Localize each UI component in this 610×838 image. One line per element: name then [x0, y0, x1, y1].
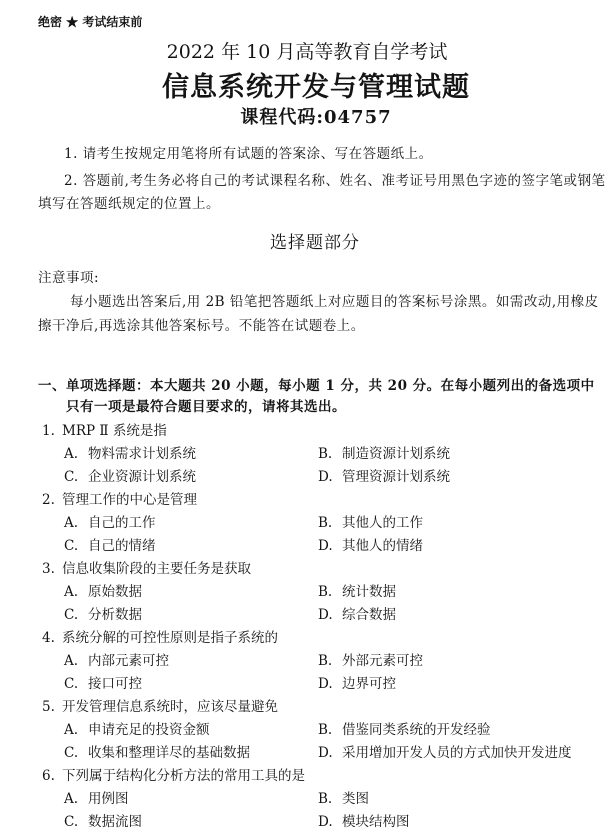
subject-title: 信息系统开发与管理试题 [162, 72, 470, 103]
option-d [318, 742, 572, 765]
options-row [0, 581, 610, 604]
option-label: D. [318, 676, 333, 692]
question-1 [0, 420, 610, 489]
option-text: 综合数据 [342, 607, 396, 623]
option-c [64, 673, 142, 696]
options-row [0, 788, 610, 811]
confidential-label: 绝密 ★ 考试结束前 [38, 15, 143, 29]
option-text: 数据流图 [88, 814, 142, 830]
option-b [318, 650, 423, 673]
option-text: 申请充足的投资金额 [88, 722, 210, 738]
option-c [64, 811, 142, 834]
option-text: 分析数据 [88, 607, 142, 623]
option-text: 制造资源计划系统 [342, 446, 450, 462]
options-row [0, 535, 610, 558]
option-a [64, 581, 142, 604]
option-a [64, 719, 210, 742]
question-number: 2. [42, 492, 55, 508]
option-text: 用例图 [88, 791, 129, 807]
option-text: 原始数据 [88, 584, 142, 600]
option-text: 采用增加开发人员的方式加快开发进度 [342, 745, 572, 761]
question-stem-row [0, 627, 610, 650]
options-row [0, 742, 610, 765]
question-stem: 系统分解的可控性原则是指子系统的 [62, 630, 278, 646]
option-label: C. [64, 538, 79, 554]
option-label: C. [64, 745, 79, 761]
question-stem-row [0, 765, 610, 788]
options-row [0, 466, 610, 489]
option-text: 借鉴同类系统的开发经验 [342, 722, 491, 738]
option-label: A. [64, 791, 79, 807]
options-row [0, 811, 610, 834]
question-4 [0, 627, 610, 696]
option-text: 模块结构图 [342, 814, 410, 830]
option-text: 企业资源计划系统 [88, 469, 196, 485]
option-d [318, 673, 396, 696]
option-b [318, 581, 396, 604]
option-a [64, 443, 196, 466]
option-label: A. [64, 722, 79, 738]
option-text: 自己的工作 [88, 515, 156, 531]
option-label: C. [64, 607, 79, 623]
option-text: 自己的情绪 [88, 538, 156, 554]
options-row [0, 719, 610, 742]
question-stem-row [0, 558, 610, 581]
question-number: 1. [42, 423, 55, 439]
question-stem-row [0, 420, 610, 443]
question-number: 5. [42, 699, 55, 715]
question-number: 6. [42, 768, 55, 784]
options-row [0, 604, 610, 627]
option-label: C. [64, 469, 79, 485]
option-b [318, 512, 423, 535]
notes-line-1: 每小题选出答案后,用 2B 铅笔把答题纸上对应题目的答案标号涂黑。如需改动,用橡皮 [70, 294, 599, 310]
option-a [64, 512, 156, 535]
option-d [318, 604, 396, 627]
notes-line-2: 擦干净后,再选涂其他答案标号。不能答在试题卷上。 [38, 318, 365, 334]
section-title: 选择题部分 [270, 233, 360, 253]
options-row [0, 650, 610, 673]
option-text: 内部元素可控 [88, 653, 169, 669]
question-stem-row [0, 489, 610, 512]
instruction-2-line-2: 填写在答题纸规定的位置上。 [38, 196, 220, 212]
option-label: B. [318, 584, 333, 600]
option-label: D. [318, 538, 333, 554]
option-label: A. [64, 653, 79, 669]
option-text: 类图 [342, 791, 369, 807]
option-text: 接口可控 [88, 676, 142, 692]
question-stem-row [0, 696, 610, 719]
option-text: 边界可控 [342, 676, 396, 692]
part-one-heading-line-1: 一、单项选择题：本大题共 20 小题，每小题 1 分，共 20 分。在每小题列出的备选项中 [38, 378, 595, 394]
question-6 [0, 765, 610, 834]
option-label: A. [64, 446, 79, 462]
options-row [0, 673, 610, 696]
option-a [64, 788, 129, 811]
option-label: B. [318, 722, 333, 738]
question-stem: 信息收集阶段的主要任务是获取 [62, 561, 251, 577]
instruction-2-line-1: 2. 答题前,考生务必将自己的考试课程名称、姓名、准考证号用黑色字迹的签字笔或钢笔 [64, 173, 606, 189]
option-c [64, 742, 250, 765]
option-d [318, 466, 450, 489]
option-label: A. [64, 584, 79, 600]
option-label: D. [318, 469, 333, 485]
options-row [0, 443, 610, 466]
option-c [64, 535, 156, 558]
option-label: C. [64, 814, 79, 830]
option-label: B. [318, 515, 333, 531]
option-text: 其他人的工作 [342, 515, 423, 531]
question-number: 4. [42, 630, 55, 646]
option-text: 管理资源计划系统 [342, 469, 450, 485]
option-b [318, 443, 450, 466]
part-one-heading-line-2: 只有一项是最符合题目要求的，请将其选出。 [66, 399, 346, 415]
option-c [64, 604, 142, 627]
option-label: A. [64, 515, 79, 531]
option-label: B. [318, 446, 333, 462]
option-a [64, 650, 169, 673]
option-d [318, 811, 410, 834]
options-row [0, 512, 610, 535]
question-stem: 下列属于结构化分析方法的常用工具的是 [62, 768, 305, 784]
option-d [318, 535, 423, 558]
question-3 [0, 558, 610, 627]
question-2 [0, 489, 610, 558]
option-label: B. [318, 791, 333, 807]
question-stem: 开发管理信息系统时，应该尽量避免 [62, 699, 278, 715]
option-text: 统计数据 [342, 584, 396, 600]
notes-heading: 注意事项: [38, 270, 100, 286]
option-text: 外部元素可控 [342, 653, 423, 669]
question-list [0, 420, 610, 834]
option-label: B. [318, 653, 333, 669]
option-label: D. [318, 745, 333, 761]
option-label: D. [318, 607, 333, 623]
course-code: 课程代码:04757 [240, 107, 392, 128]
question-number: 3. [42, 561, 55, 577]
exam-title: 2022 年 10 月高等教育自学考试 [166, 41, 448, 63]
question-stem: 管理工作的中心是管理 [62, 492, 197, 508]
option-label: D. [318, 814, 333, 830]
question-5 [0, 696, 610, 765]
option-text: 物料需求计划系统 [88, 446, 196, 462]
option-b [318, 719, 491, 742]
instruction-1: 1. 请考生按规定用笔将所有试题的答案涂、写在答题纸上。 [64, 146, 433, 162]
option-b [318, 788, 369, 811]
option-label: C. [64, 676, 79, 692]
option-c [64, 466, 196, 489]
option-text: 收集和整理详尽的基础数据 [88, 745, 250, 761]
question-stem: MRP Ⅱ 系统是指 [62, 423, 167, 439]
option-text: 其他人的情绪 [342, 538, 423, 554]
